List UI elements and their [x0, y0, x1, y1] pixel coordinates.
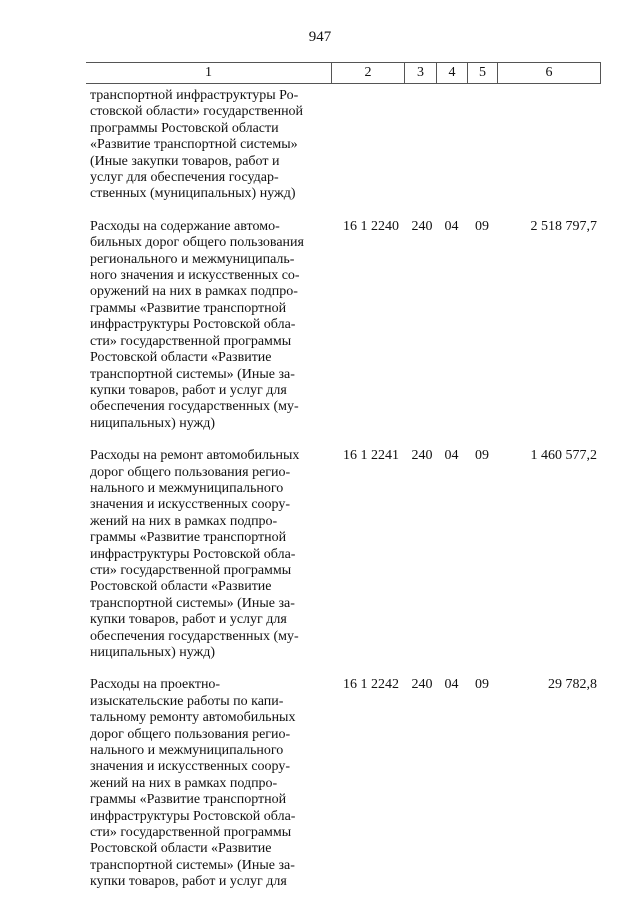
- table-row: [86, 219, 601, 432]
- row-section: 04: [444, 218, 459, 234]
- row-section: [436, 88, 467, 203]
- row-section: 04: [444, 448, 459, 464]
- row-expense-type: 240: [411, 448, 433, 464]
- row-expense-type: [404, 88, 436, 203]
- row-target-code: [331, 88, 404, 203]
- row-description: Расходы на проектно- изыскательские работы по капи- тальному ремонту автомобильных дорог общего пользования регио- нального и межмуниципального значения и искусственных соору- жений на них в рамках подпро- граммы «Развитие транспортной инфраструктуры Ростовской обла- сти» государственной программы Ростовской области «Развитие транспортной системы» (Иные за- купки товаров, работ и услуг для: [90, 677, 296, 890]
- row-section: 04: [444, 677, 459, 693]
- row-amount: [497, 88, 601, 203]
- row-amount: 1 460 577,2: [530, 448, 597, 464]
- row-subsection: [467, 88, 497, 203]
- row-expense-type: 240: [411, 677, 433, 693]
- row-description: транспортной инфраструктуры Ро- стовской области» государственной программы Ростовской области «Развитие транспортной системы» (Иные закупки товаров, работ и услуг для обеспечения государ- ственных (муниципальных) нужд): [90, 88, 304, 202]
- header-col-5: 5: [467, 63, 497, 83]
- row-amount: 2 518 797,7: [530, 218, 597, 234]
- row-subsection: 09: [475, 218, 489, 234]
- row-description: Расходы на содержание автомо- бильных дорог общего пользования регионального и межмуниципаль- ного значения и искусственных со- оружений на них в рамках подпро- граммы «Развитие транспортной инфраструктуры Ростовской обла- сти» государственной программы Ростовской области «Развитие транспортной системы» (Иные за- купки товаров, работ и услуг для обеспечения государственных (му- ниципальных) нужд): [90, 218, 304, 431]
- table-row: [86, 677, 601, 890]
- row-subsection: 09: [475, 448, 489, 464]
- row-target-code: 16 1 2240: [343, 218, 399, 234]
- table-row: [86, 88, 601, 203]
- page-number: 947: [308, 29, 332, 45]
- row-subsection: 09: [475, 677, 489, 693]
- table-row: [86, 448, 601, 661]
- row-description: Расходы на ремонт автомобильных дорог общего пользования регио- нального и межмуниципального значения и искусственных соору- жений на них в рамках подпро- граммы «Развитие транспортной инфраструктуры Ростовской обла- сти» государственной программы Ростовской области «Развитие транспортной системы» (Иные за- купки товаров, работ и услуг для обеспечения государственных (му- ниципальных) нужд): [90, 448, 300, 660]
- row-expense-type: 240: [411, 218, 433, 234]
- row-target-code: 16 1 2241: [343, 448, 399, 464]
- header-col-3: 3: [404, 63, 436, 83]
- budget-table: [86, 62, 601, 891]
- table-header: [86, 62, 601, 84]
- row-target-code: 16 1 2242: [343, 677, 399, 693]
- row-amount: 29 782,8: [548, 677, 597, 693]
- header-col-4: 4: [436, 63, 467, 83]
- header-col-2: 2: [331, 63, 404, 83]
- header-col-1: 1: [205, 65, 212, 80]
- header-col-6: 6: [497, 63, 601, 83]
